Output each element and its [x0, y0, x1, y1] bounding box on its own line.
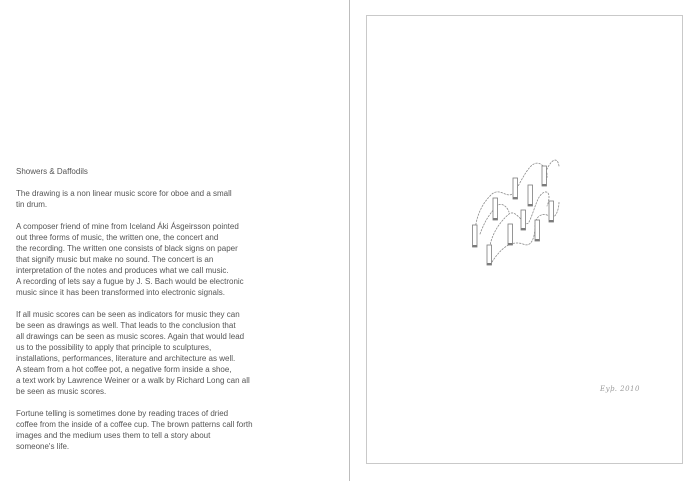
- note-mark: [513, 178, 518, 199]
- note-mark: [508, 224, 513, 245]
- text-line: If all music scores can be seen as indicators for music they can: [16, 310, 240, 319]
- text-line: Fortune telling is sometimes done by reading traces of dried: [16, 409, 229, 418]
- text-line: images and the medium uses them to tell a story about: [16, 431, 211, 440]
- music-score-drawing: [367, 16, 684, 465]
- text-line: coffee from the inside of a coffee cup. The brown patterns call forth: [16, 420, 253, 429]
- text-line: A composer friend of mine from Iceland Áki Ásgeirsson pointed: [16, 222, 239, 231]
- note-mark: [549, 201, 554, 222]
- text-line: be seen as music scores.: [16, 387, 107, 396]
- essay-paragraph: [16, 309, 316, 397]
- essay-paragraph: [16, 408, 316, 452]
- text-line: be seen as drawings as well. That leads to the conclusion that: [16, 321, 236, 330]
- essay-title: Showers & Daffodils: [16, 167, 88, 176]
- dotted-path: [489, 192, 549, 263]
- text-line: that signify music but make no sound. The concert is an: [16, 255, 214, 264]
- note-mark: [521, 210, 526, 230]
- note-mark: [528, 185, 533, 206]
- text-line: A recording of lets say a fugue by J. S. Bach would be electronic: [16, 277, 244, 286]
- essay-paragraph: [16, 188, 316, 210]
- text-line: A steam from a hot coffee pot, a negative form inside a shoe,: [16, 365, 232, 374]
- note-mark: [535, 220, 540, 241]
- essay-text: [16, 166, 316, 463]
- text-line: installations, performances, literature and architecture as well.: [16, 354, 236, 363]
- text-line: out three forms of music, the written one, the concert and: [16, 233, 219, 242]
- text-line: tin drum.: [16, 200, 48, 209]
- text-line: The drawing is a non linear music score for oboe and a small: [16, 189, 232, 198]
- left-page: [0, 0, 349, 481]
- text-line: all drawings can be seen as music scores. Again that would lead: [16, 332, 245, 341]
- note-mark: [542, 166, 547, 186]
- text-line: a text work by Lawrence Weiner or a walk by Richard Long can all: [16, 376, 250, 385]
- text-line: music since it has been transformed into electronic signals.: [16, 288, 225, 297]
- artist-signature: Eyþ. 2010: [600, 385, 640, 393]
- artwork-frame: [366, 15, 683, 464]
- text-line: someone's life.: [16, 442, 70, 451]
- text-line: interpretation of the notes and produces what we call music.: [16, 266, 229, 275]
- note-mark: [473, 225, 478, 247]
- note-mark: [493, 198, 498, 220]
- essay-paragraph: [16, 221, 316, 298]
- text-line: the recording. The written one consists of black signs on paper: [16, 244, 238, 253]
- right-page: [350, 0, 700, 481]
- text-line: us to the possibility to apply that principle to sculptures,: [16, 343, 212, 352]
- note-mark: [487, 245, 492, 265]
